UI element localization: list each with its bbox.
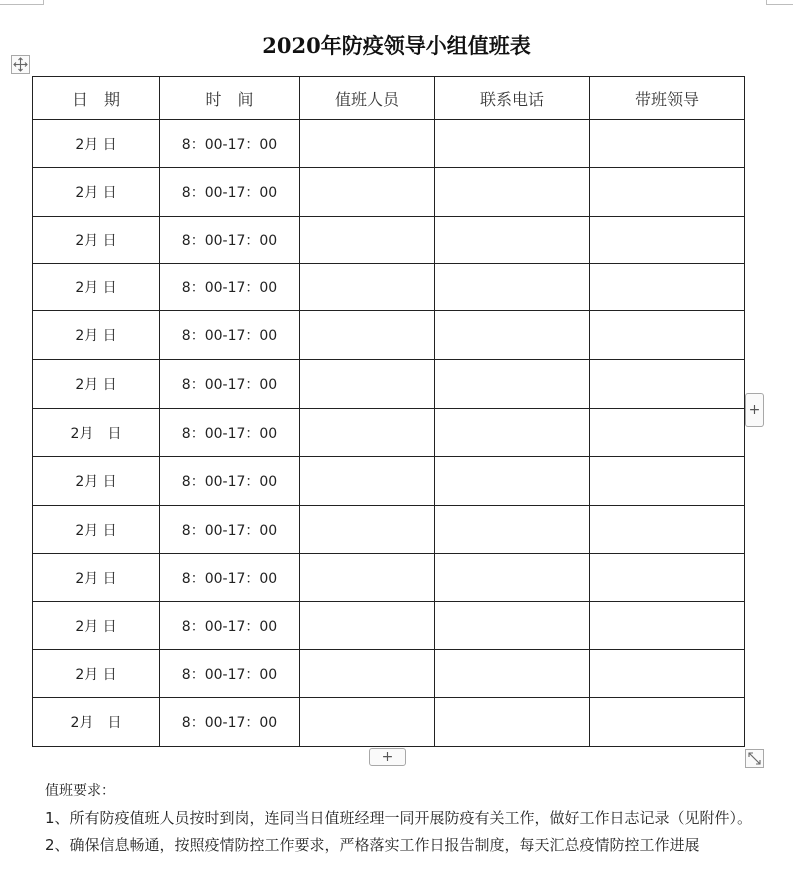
leader-cell[interactable]	[590, 168, 745, 217]
leader-cell[interactable]	[590, 311, 745, 360]
table-row	[33, 311, 745, 360]
phone-cell[interactable]	[435, 506, 590, 554]
phone-cell[interactable]	[435, 120, 590, 168]
duty-person-cell[interactable]	[300, 264, 435, 311]
duty-person-cell[interactable]	[300, 409, 435, 457]
phone-cell[interactable]	[435, 409, 590, 457]
leader-cell[interactable]	[590, 602, 745, 650]
table-row	[33, 217, 745, 264]
time-cell: 8：00-17：00	[160, 650, 300, 698]
date-cell: 2月 日	[33, 554, 160, 602]
requirements-heading: 值班要求：	[45, 783, 115, 799]
phone-cell[interactable]	[435, 650, 590, 698]
table-row	[33, 698, 745, 747]
leader-cell[interactable]	[590, 217, 745, 264]
page-corner-mark-right	[766, 0, 793, 5]
duty-person-cell[interactable]	[300, 602, 435, 650]
time-cell: 8：00-17：00	[160, 409, 300, 457]
header-leader: 带班领导	[590, 77, 745, 120]
duty-table	[32, 76, 745, 747]
duty-person-cell[interactable]	[300, 168, 435, 217]
leader-cell[interactable]	[590, 264, 745, 311]
requirement-item-1: 1、所有防疫值班人员按时到岗，连同当日值班经理一同开展防疫有关工作，做好工作日志记录（见附件）。	[45, 809, 753, 827]
duty-person-cell[interactable]	[300, 506, 435, 554]
date-cell: 2月 日	[33, 264, 160, 311]
add-column-button[interactable]: +	[745, 393, 764, 427]
time-cell: 8：00-17：00	[160, 264, 300, 311]
phone-cell[interactable]	[435, 168, 590, 217]
time-cell: 8：00-17：00	[160, 168, 300, 217]
resize-icon	[746, 750, 763, 767]
date-cell: 2月 日	[33, 457, 160, 506]
time-cell: 8：00-17：00	[160, 360, 300, 409]
page-corner-mark-left	[0, 0, 44, 5]
time-cell: 8：00-17：00	[160, 602, 300, 650]
phone-cell[interactable]	[435, 311, 590, 360]
phone-cell[interactable]	[435, 698, 590, 747]
date-cell: 2月 日	[33, 360, 160, 409]
duty-requirements	[45, 779, 757, 860]
header-phone: 联系电话	[435, 77, 590, 120]
header-duty-person: 值班人员	[300, 77, 435, 120]
leader-cell[interactable]	[590, 506, 745, 554]
table-row	[33, 602, 745, 650]
time-cell: 8：00-17：00	[160, 554, 300, 602]
table-row	[33, 168, 745, 217]
time-cell: 8：00-17：00	[160, 698, 300, 747]
time-cell: 8：00-17：00	[160, 506, 300, 554]
duty-person-cell[interactable]	[300, 217, 435, 264]
table-move-handle[interactable]	[11, 55, 30, 74]
duty-person-cell[interactable]	[300, 554, 435, 602]
phone-cell[interactable]	[435, 554, 590, 602]
time-cell: 8：00-17：00	[160, 217, 300, 264]
date-cell: 2月 日	[33, 650, 160, 698]
table-row	[33, 409, 745, 457]
header-time: 时 间	[160, 77, 300, 120]
table-row	[33, 650, 745, 698]
duty-person-cell[interactable]	[300, 457, 435, 506]
document-title: 2020年防疫领导小组值班表	[262, 33, 531, 58]
duty-person-cell[interactable]	[300, 650, 435, 698]
leader-cell[interactable]	[590, 409, 745, 457]
move-icon	[12, 56, 29, 73]
table-row	[33, 506, 745, 554]
duty-person-cell[interactable]	[300, 698, 435, 747]
header-date: 日 期	[33, 77, 160, 120]
duty-person-cell[interactable]	[300, 360, 435, 409]
time-cell: 8：00-17：00	[160, 457, 300, 506]
time-cell: 8：00-17：00	[160, 120, 300, 168]
table-resize-handle[interactable]	[745, 749, 764, 768]
time-cell: 8：00-17：00	[160, 311, 300, 360]
date-cell: 2月 日	[33, 602, 160, 650]
phone-cell[interactable]	[435, 217, 590, 264]
table-header-row	[33, 77, 745, 120]
table-row	[33, 120, 745, 168]
leader-cell[interactable]	[590, 120, 745, 168]
date-cell: 2月 日	[33, 120, 160, 168]
date-cell: 2月 日	[33, 698, 160, 747]
phone-cell[interactable]	[435, 264, 590, 311]
duty-person-cell[interactable]	[300, 311, 435, 360]
phone-cell[interactable]	[435, 602, 590, 650]
leader-cell[interactable]	[590, 360, 745, 409]
table-row	[33, 264, 745, 311]
table-row	[33, 360, 745, 409]
date-cell: 2月 日	[33, 409, 160, 457]
date-cell: 2月 日	[33, 217, 160, 264]
leader-cell[interactable]	[590, 698, 745, 747]
leader-cell[interactable]	[590, 650, 745, 698]
date-cell: 2月 日	[33, 506, 160, 554]
table-row	[33, 457, 745, 506]
leader-cell[interactable]	[590, 554, 745, 602]
leader-cell[interactable]	[590, 457, 745, 506]
phone-cell[interactable]	[435, 360, 590, 409]
date-cell: 2月 日	[33, 168, 160, 217]
requirement-item-2: 2、确保信息畅通，按照疫情防控工作要求，严格落实工作日报告制度，每天汇总疫情防控工作进展	[45, 836, 700, 854]
phone-cell[interactable]	[435, 457, 590, 506]
duty-person-cell[interactable]	[300, 120, 435, 168]
date-cell: 2月 日	[33, 311, 160, 360]
table-row	[33, 554, 745, 602]
add-row-button[interactable]: +	[369, 748, 406, 766]
